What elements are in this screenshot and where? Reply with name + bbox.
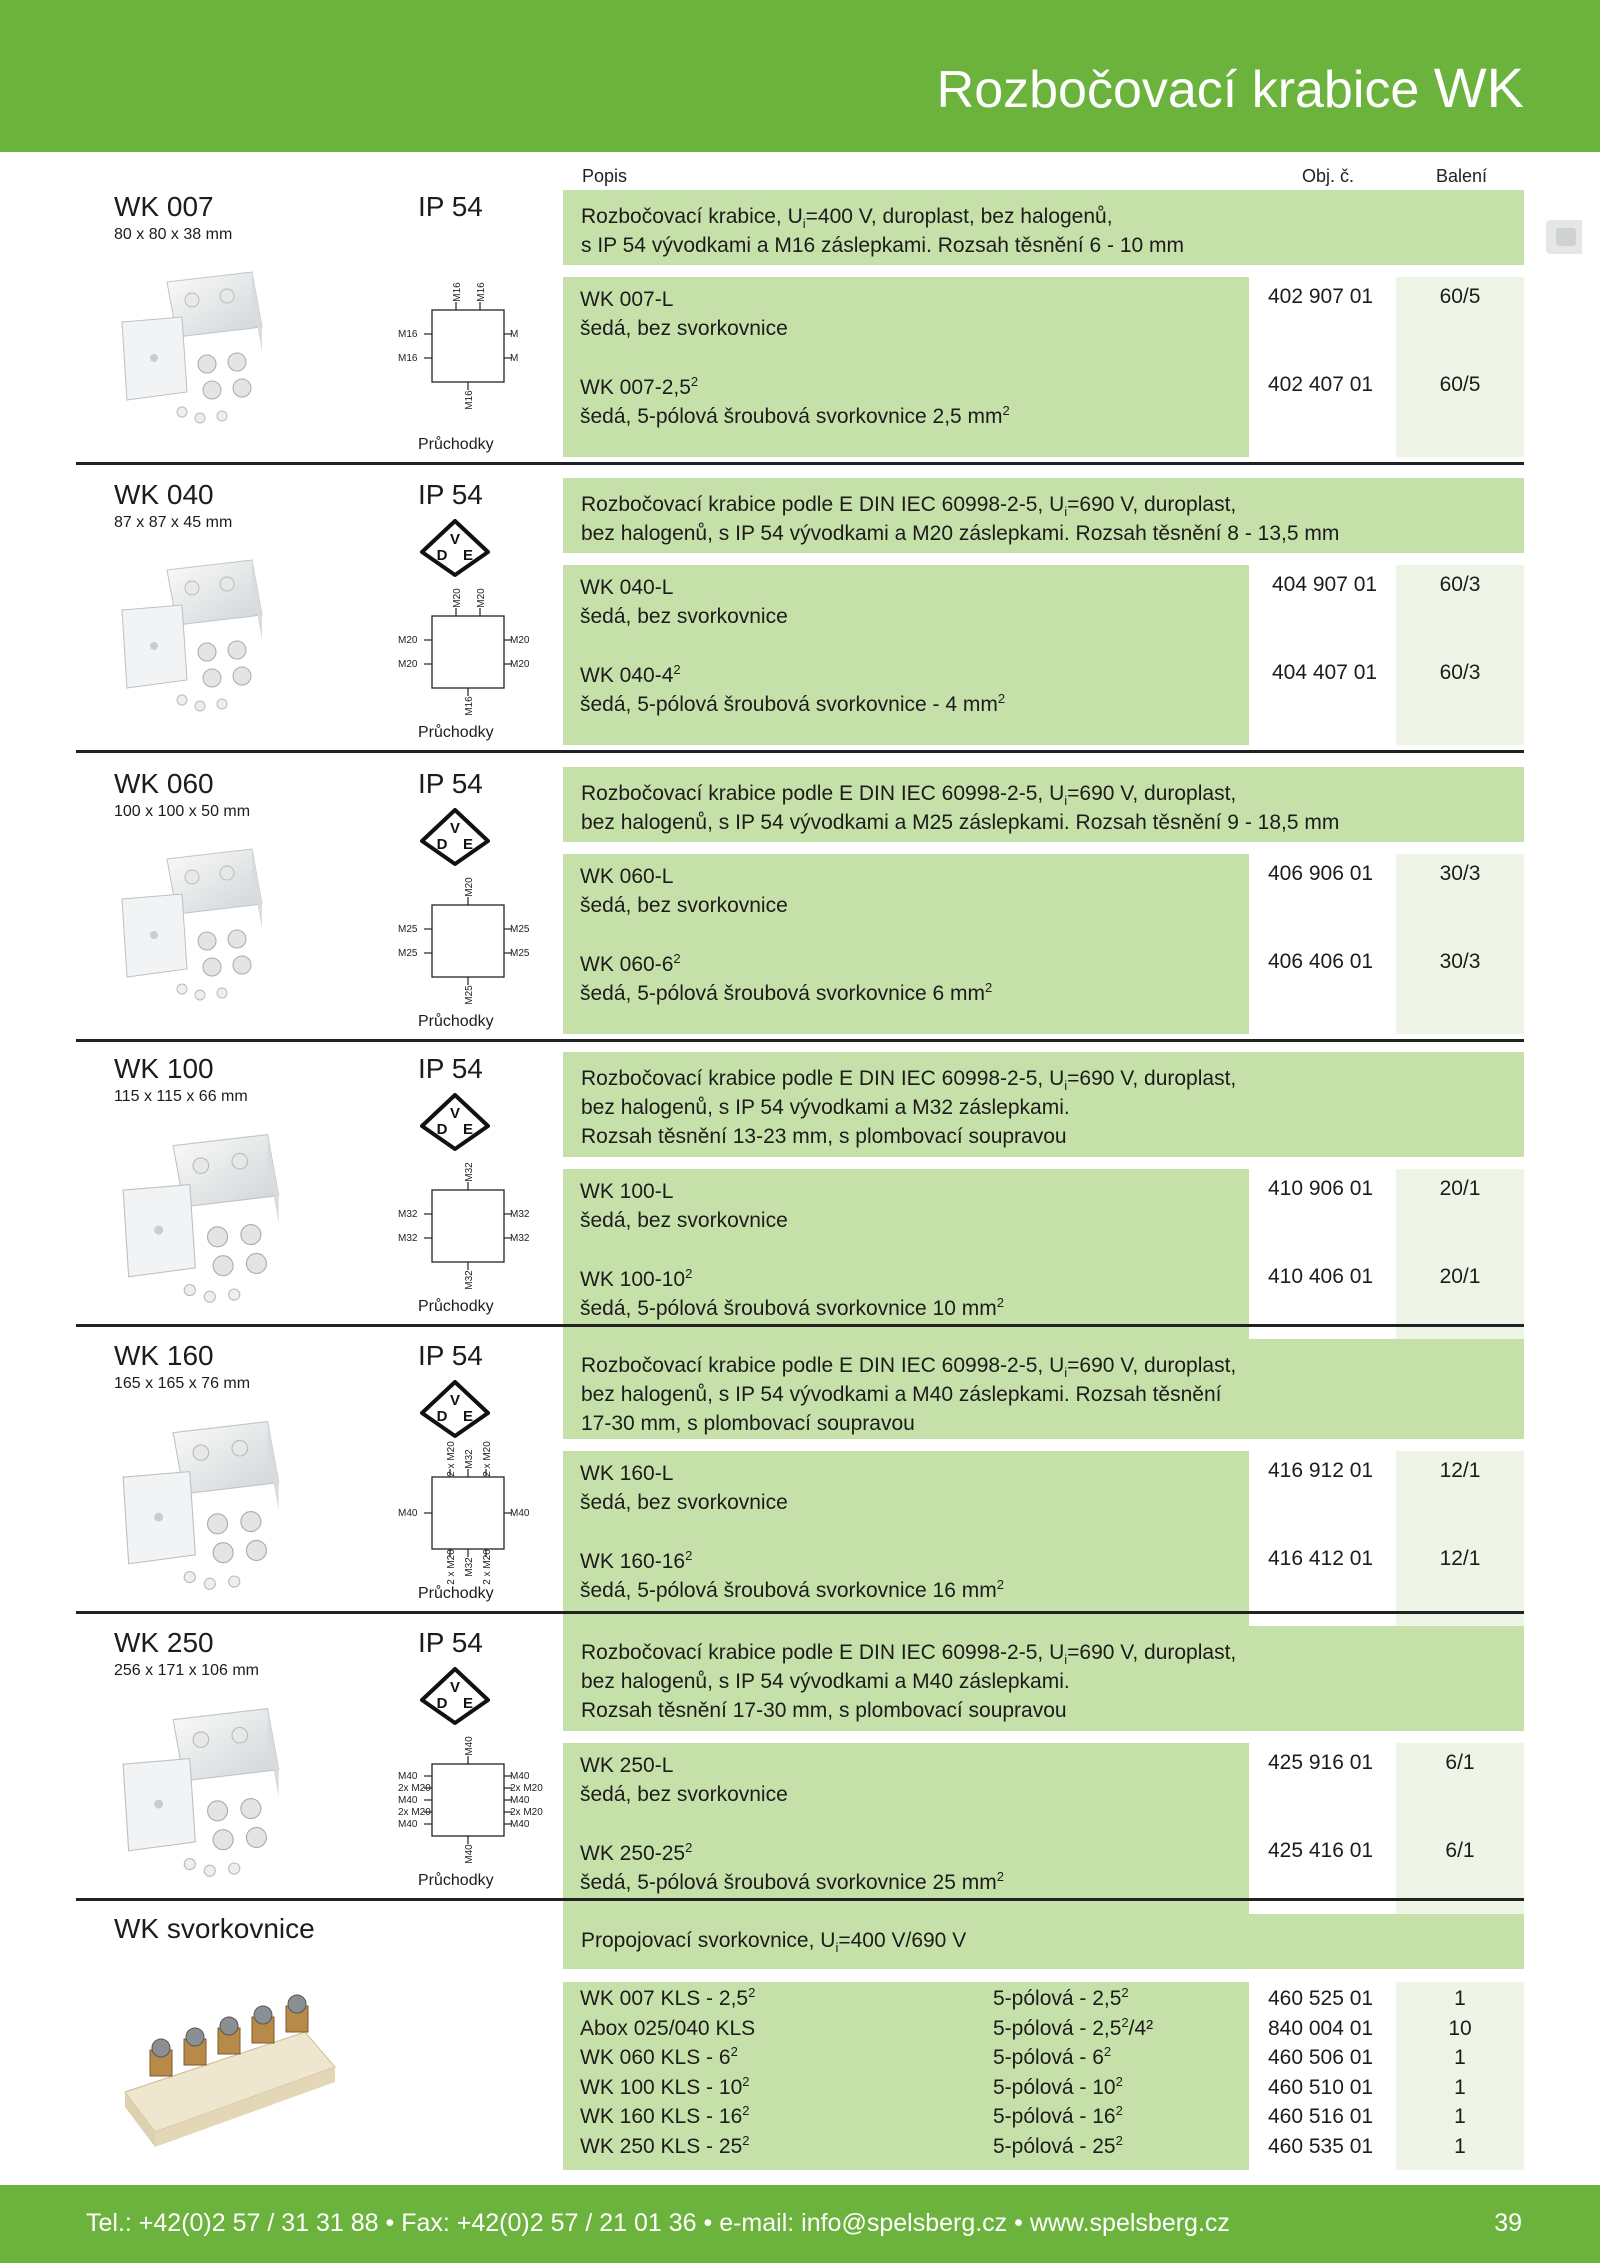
packaging-value: 6/1 xyxy=(1445,1751,1475,1774)
item-code: WK 007-2,5 xyxy=(580,376,691,399)
terminal-poles: 5-pólová - $2,5^2$ xyxy=(993,1985,1129,2010)
section-separator xyxy=(76,1611,1524,1614)
order-number: 425 416 01 xyxy=(1268,1839,1374,1862)
gland-diagram xyxy=(398,1734,543,1864)
gland-label: M16 xyxy=(464,390,475,410)
product-description: Rozbočovací krabice podle E DIN IEC 60998-2-5, $U_i=690$ V, duroplast, bez halogenů, s IP 54 vývodkami a M20 záslepkami. Rozsah těsnění 8 - 13,5 mm xyxy=(563,478,1524,553)
gland-label: M32 xyxy=(510,1233,530,1244)
item-description: šedá, bez svorkovnice xyxy=(580,1209,788,1232)
gland-label: 2 x M20 xyxy=(482,1441,493,1477)
packaging-value: 60/5 xyxy=(1439,373,1481,396)
footer-contact: Tel.: +42(0)2 57 / 31 31 88 • Fax: +42(0)2 57 / 21 01 36 • e-mail: info@spelsberg.cz • www.spelsberg.cz xyxy=(86,2209,1230,2237)
terminal-name: WK 100 KLS - $10^2$ xyxy=(580,2073,750,2099)
superscript: 2 xyxy=(1115,2073,1123,2089)
gland-label: M25 xyxy=(398,924,418,935)
product-section xyxy=(0,1052,1600,1332)
terminal-block-photo xyxy=(115,1972,345,2152)
gland-label: M32 xyxy=(398,1209,418,1220)
packaging-value: 10 xyxy=(1448,2016,1472,2040)
order-number: 406 906 01 xyxy=(1268,862,1374,885)
product-section xyxy=(0,767,1600,1047)
gland-label: M32 xyxy=(398,1233,418,1244)
product-model: WK svorkovnice xyxy=(114,1913,315,1944)
gland-label: 2 x M20 xyxy=(482,1549,493,1585)
order-number: 460 525 01 xyxy=(1268,1987,1374,2010)
svg-text:E: E xyxy=(462,1408,474,1425)
terminal-poles: 5-pólová - $6^2$ xyxy=(993,2044,1112,2069)
superscript: 2 xyxy=(996,1577,1004,1592)
order-number: 460 510 01 xyxy=(1268,2075,1374,2099)
pruchodky-label: Průchodky xyxy=(418,724,494,741)
terminal-name: WK 060 KLS - $6^2$ xyxy=(580,2044,738,2069)
product-item xyxy=(580,862,788,920)
item-code: WK 100-L xyxy=(580,1180,674,1203)
product-photo xyxy=(112,1708,312,1898)
gland-label: M40 xyxy=(398,1819,418,1830)
gland-label: M16 xyxy=(398,353,418,364)
item-code: WK 060-L xyxy=(580,865,674,888)
product-description: Rozbočovací krabice podle E DIN IEC 60998-2-5, $U_i=690$ V, duroplast, bez halogenů, s IP 54 vývodkami a M25 záslepkami. Rozsah těsnění 9 - 18,5 mm xyxy=(563,767,1524,842)
gland-label: M20 xyxy=(476,588,487,608)
product-dimensions: 100 x 100 x 50 mm xyxy=(114,803,251,820)
gland-label: 2 x M20 xyxy=(446,1441,457,1477)
order-number: 460 516 01 xyxy=(1268,2105,1374,2128)
section-separator xyxy=(76,750,1524,753)
gland-label: 2x M20 xyxy=(398,1807,431,1818)
order-number: 402 907 01 xyxy=(1268,285,1374,308)
product-item xyxy=(580,285,788,343)
item-description: šedá, 5-pólová šroubová svorkovnice 16 mm xyxy=(580,1579,997,1602)
svg-text:V: V xyxy=(449,1679,461,1696)
gland-label: M32 xyxy=(464,1449,475,1469)
product-description: Rozbočovací krabice, $U_i=400$ V, duroplast, bez halogenů, s IP 54 vývodkami a M16 záslepkami. Rozsah těsnění 6 - 10 mm xyxy=(563,190,1524,265)
item-code: WK 007-L xyxy=(580,288,674,311)
order-number: 460 506 01 xyxy=(1268,2046,1374,2069)
svg-text:D: D xyxy=(436,1408,448,1425)
product-dimensions: 87 x 87 x 45 mm xyxy=(114,514,233,531)
packaging-value: 1 xyxy=(1454,2134,1466,2158)
pruchodky-label: Průchodky xyxy=(418,1298,494,1315)
product-item xyxy=(580,1177,788,1235)
gland-label: M20 xyxy=(398,659,418,670)
gland-diagram xyxy=(398,586,538,716)
ip-rating: IP 54 xyxy=(418,768,483,799)
page-footer xyxy=(0,2185,1600,2263)
gland-label: 2x M20 xyxy=(510,1807,543,1818)
terminals-section xyxy=(0,1912,1600,2177)
gland-label: M40 xyxy=(510,1819,530,1830)
product-section xyxy=(0,1339,1600,1619)
subscript: i xyxy=(1064,504,1068,520)
gland-label: M20 xyxy=(510,635,530,646)
superscript: 2 xyxy=(673,662,681,677)
gland-label: M16 xyxy=(398,329,418,340)
gland-label: M20 xyxy=(464,877,475,897)
dve-certification-logo xyxy=(418,518,492,578)
gland-label: M32 xyxy=(464,1270,475,1290)
subscript: i xyxy=(802,216,806,232)
gland-label: M40 xyxy=(398,1795,418,1806)
item-code: WK 160-16 xyxy=(580,1550,686,1573)
superscript: 2 xyxy=(1121,2014,1129,2030)
gland-label: M20 xyxy=(452,588,463,608)
svg-text:E: E xyxy=(462,1695,474,1712)
terminal-name: WK 250 KLS - $25^2$ xyxy=(580,2132,750,2158)
packaging-value: 1 xyxy=(1454,1987,1466,2010)
terminal-name: WK 160 KLS - $16^2$ xyxy=(580,2103,750,2128)
item-code: WK 250-L xyxy=(580,1754,674,1777)
superscript: 2 xyxy=(690,374,699,389)
terminal-poles: 5-pólová - $2,5^2/4^2$ xyxy=(993,2014,1154,2040)
dve-certification-logo xyxy=(418,1379,492,1439)
dve-certification-logo xyxy=(418,1666,492,1726)
pruchodky-label: Průchodky xyxy=(418,1013,494,1030)
item-code: WK 060-6 xyxy=(580,953,674,976)
svg-text:V: V xyxy=(449,1105,461,1122)
page-number: 39 xyxy=(1494,2209,1522,2237)
packaging-value: 60/3 xyxy=(1439,661,1481,684)
gland-label: M32 xyxy=(464,1557,475,1577)
section-separator xyxy=(76,1324,1524,1327)
svg-text:D: D xyxy=(436,1121,448,1138)
product-section xyxy=(0,1626,1600,1906)
gland-diagram xyxy=(398,875,538,1005)
product-dimensions: 115 x 115 x 66 mm xyxy=(114,1088,248,1105)
gland-diagram xyxy=(398,1441,538,1585)
gland-label: M16 xyxy=(452,282,463,302)
product-photo xyxy=(112,560,292,730)
product-description: Rozbočovací krabice podle E DIN IEC 60998-2-5, $U_i=690$ V, duroplast, bez halogenů, s IP 54 vývodkami a M32 záslepkami. Rozsah těsnění 13-23 mm, s plombovací soupravou xyxy=(563,1052,1524,1157)
section-separator xyxy=(76,462,1524,465)
product-section xyxy=(0,190,1600,470)
gland-label: M16 xyxy=(476,282,487,302)
item-code: WK 250-25 xyxy=(580,1842,686,1865)
order-number: 410 906 01 xyxy=(1268,1177,1374,1200)
item-code: WK 100-10 xyxy=(580,1268,686,1291)
item-description: šedá, bez svorkovnice xyxy=(580,894,788,917)
dve-certification-logo xyxy=(418,1092,492,1152)
product-dimensions: 165 x 165 x 76 mm xyxy=(114,1375,251,1392)
packaging-value: 1 xyxy=(1454,2075,1466,2099)
gland-label: 2x M20 xyxy=(510,1783,543,1794)
gland-label: M32 xyxy=(464,1162,475,1182)
item-description: šedá, 5-pólová šroubová svorkovnice - 4 mm xyxy=(580,693,998,716)
product-item xyxy=(580,1459,788,1517)
section-separator xyxy=(76,1039,1524,1042)
gland-label: M40 xyxy=(510,1508,530,1519)
superscript: 2 xyxy=(1121,1985,1129,2000)
svg-text:V: V xyxy=(449,1392,461,1409)
svg-text:E: E xyxy=(462,836,474,853)
terminal-name: WK 007 KLS - $2,5^2$ xyxy=(580,1985,756,2010)
gland-label: 2 x M20 xyxy=(446,1549,457,1585)
product-item xyxy=(580,373,1010,431)
superscript: 2 xyxy=(685,1840,693,1855)
product-section xyxy=(0,478,1600,758)
svg-text:E: E xyxy=(462,547,474,564)
order-number: 460 535 01 xyxy=(1268,2134,1374,2158)
packaging-value: 1 xyxy=(1454,2105,1466,2128)
svg-text:D: D xyxy=(436,836,448,853)
order-number: 404 407 01 xyxy=(1272,661,1378,684)
section-separator xyxy=(76,1898,1524,1901)
superscript: 2 xyxy=(996,1295,1004,1310)
product-photo xyxy=(112,272,292,442)
gland-label: M40 xyxy=(398,1771,418,1782)
gland-diagram xyxy=(398,280,538,410)
superscript: 2 xyxy=(996,1869,1004,1884)
order-number: 840 004 01 xyxy=(1268,2016,1374,2040)
superscript: 2 xyxy=(742,2132,750,2148)
svg-text:D: D xyxy=(436,1695,448,1712)
order-number: 410 406 01 xyxy=(1268,1265,1374,1288)
item-code: WK 040-4 xyxy=(580,664,674,687)
product-model: WK 160 xyxy=(114,1340,214,1371)
superscript: 2 xyxy=(685,1548,693,1563)
svg-text:E: E xyxy=(462,1121,474,1138)
ip-rating: IP 54 xyxy=(418,1053,483,1084)
subscript: i xyxy=(835,1940,839,1956)
superscript: 2 xyxy=(1002,403,1010,418)
product-item xyxy=(580,1839,1004,1897)
product-photo xyxy=(112,849,292,1019)
product-model: WK 040 xyxy=(114,479,214,510)
ip-rating: IP 54 xyxy=(418,1627,483,1658)
dve-certification-logo xyxy=(418,807,492,867)
product-dimensions: 256 x 171 x 106 mm xyxy=(114,1662,259,1679)
product-description: Rozbočovací krabice podle E DIN IEC 60998-2-5, $U_i=690$ V, duroplast, bez halogenů, s IP 54 vývodkami a M40 záslepkami. Rozsah těsnění 17-30 mm, s plombovací soupravou xyxy=(563,1626,1524,1731)
superscript: 2 xyxy=(673,951,681,966)
product-item xyxy=(580,661,1005,719)
product-item xyxy=(580,573,788,631)
item-code: WK 040-L xyxy=(580,576,674,599)
item-code: WK 160-L xyxy=(580,1462,674,1485)
superscript: 2 xyxy=(685,1266,693,1281)
order-number: 416 912 01 xyxy=(1268,1459,1374,1482)
order-number: 404 907 01 xyxy=(1272,573,1378,596)
superscript: 2 xyxy=(742,2073,750,2089)
packaging-value: 60/3 xyxy=(1439,573,1481,596)
svg-text:D: D xyxy=(436,547,448,564)
packaging-value: 20/1 xyxy=(1439,1177,1481,1200)
order-number: 416 412 01 xyxy=(1268,1547,1374,1570)
order-number: 425 916 01 xyxy=(1268,1751,1374,1774)
superscript: 2 xyxy=(1115,2132,1123,2148)
product-item xyxy=(580,1265,1004,1323)
item-description: šedá, bez svorkovnice xyxy=(580,1491,788,1514)
terminal-name: Abox 025/040 KLS xyxy=(580,2016,756,2040)
gland-label: M25 xyxy=(464,985,475,1005)
terminal-poles: 5-pólová - $16^2$ xyxy=(993,2103,1123,2128)
order-number: 402 407 01 xyxy=(1268,373,1374,396)
packaging-value: 12/1 xyxy=(1439,1547,1481,1570)
gland-label: M25 xyxy=(510,924,530,935)
gland-label: M20 xyxy=(398,635,418,646)
packaging-value: 30/3 xyxy=(1439,950,1481,973)
terminal-poles: 5-pólová - $10^2$ xyxy=(993,2073,1123,2099)
gland-label: M40 xyxy=(398,1508,418,1519)
product-dimensions: 80 x 80 x 38 mm xyxy=(114,226,233,243)
gland-diagram xyxy=(398,1160,538,1290)
packaging-value: 30/3 xyxy=(1439,862,1481,885)
product-description: Rozbočovací krabice podle E DIN IEC 60998-2-5, $U_i=690$ V, duroplast, bez halogenů, s IP 54 vývodkami a M40 záslepkami. Rozsah těsnění 17-30 mm, s plombovací soupravou xyxy=(563,1339,1524,1439)
svg-text:V: V xyxy=(449,820,461,837)
product-model: WK 007 xyxy=(114,191,214,222)
packaging-value: 1 xyxy=(1454,2046,1466,2069)
superscript: 2 xyxy=(730,2044,738,2059)
subscript: i xyxy=(1064,1365,1068,1381)
column-header-popis: Popis xyxy=(582,166,628,186)
gland-label: M16 xyxy=(464,696,475,716)
superscript: 2 xyxy=(985,980,993,995)
packaging-value: 12/1 xyxy=(1439,1459,1481,1482)
svg-text:V: V xyxy=(449,531,461,548)
item-description: šedá, bez svorkovnice xyxy=(580,317,788,340)
superscript: 2 xyxy=(1115,2103,1123,2118)
superscript: 2 xyxy=(742,2103,750,2118)
product-model: WK 060 xyxy=(114,768,214,799)
superscript: 2 xyxy=(997,691,1006,706)
item-description: šedá, 5-pólová šroubová svorkovnice 10 mm xyxy=(580,1297,997,1320)
gland-label: M40 xyxy=(510,1771,530,1782)
product-item xyxy=(580,950,992,1008)
product-item xyxy=(580,1751,788,1809)
superscript: 2 xyxy=(1103,2044,1112,2059)
product-photo xyxy=(112,1134,312,1324)
column-header-obj: Obj. č. xyxy=(1302,166,1355,186)
gland-label: M25 xyxy=(510,948,530,959)
pruchodky-label: Průchodky xyxy=(418,1872,494,1889)
item-description: šedá, 5-pólová šroubová svorkovnice 25 mm xyxy=(580,1871,997,1894)
packaging-value: 6/1 xyxy=(1445,1839,1475,1862)
gland-label: 2x M20 xyxy=(398,1783,431,1794)
pruchodky-label: Průchodky xyxy=(418,1585,494,1602)
gland-label: M25 xyxy=(398,948,418,959)
product-photo xyxy=(112,1421,312,1611)
gland-label: M40 xyxy=(464,1736,475,1756)
column-header-baleni: Balení xyxy=(1436,166,1488,186)
ip-rating: IP 54 xyxy=(418,479,483,510)
packaging-value: 20/1 xyxy=(1439,1265,1481,1288)
gland-label: M xyxy=(510,329,519,340)
gland-label: M40 xyxy=(510,1795,530,1806)
subscript: i xyxy=(1064,1078,1068,1094)
pruchodky-label: Průchodky xyxy=(418,436,494,453)
product-model: WK 100 xyxy=(114,1053,214,1084)
item-description: šedá, 5-pólová šroubová svorkovnice 6 mm xyxy=(580,982,986,1005)
packaging-value: 60/5 xyxy=(1439,285,1481,308)
ip-rating: IP 54 xyxy=(418,1340,483,1371)
gland-label: M32 xyxy=(510,1209,530,1220)
gland-label: M xyxy=(510,353,519,364)
gland-label: M20 xyxy=(510,659,530,670)
subscript: i xyxy=(1064,1652,1068,1668)
item-description: šedá, bez svorkovnice xyxy=(580,1783,788,1806)
subscript: i xyxy=(1064,793,1068,809)
product-item xyxy=(580,1547,1004,1605)
superscript: 2 xyxy=(748,1985,756,2000)
terminal-poles: 5-pólová - $25^2$ xyxy=(993,2132,1123,2158)
item-description: šedá, bez svorkovnice xyxy=(580,605,788,628)
gland-label: M40 xyxy=(464,1844,475,1864)
order-number: 406 406 01 xyxy=(1268,950,1374,973)
ip-rating: IP 54 xyxy=(418,191,483,222)
terminals-description: Propojovací svorkovnice, $U_i=400$ V/690 V xyxy=(563,1914,1524,1969)
item-description: šedá, 5-pólová šroubová svorkovnice 2,5 mm xyxy=(580,405,1003,428)
page-header xyxy=(0,0,1600,152)
page-title: Rozbočovací krabice WK xyxy=(936,56,1524,119)
product-model: WK 250 xyxy=(114,1627,214,1658)
